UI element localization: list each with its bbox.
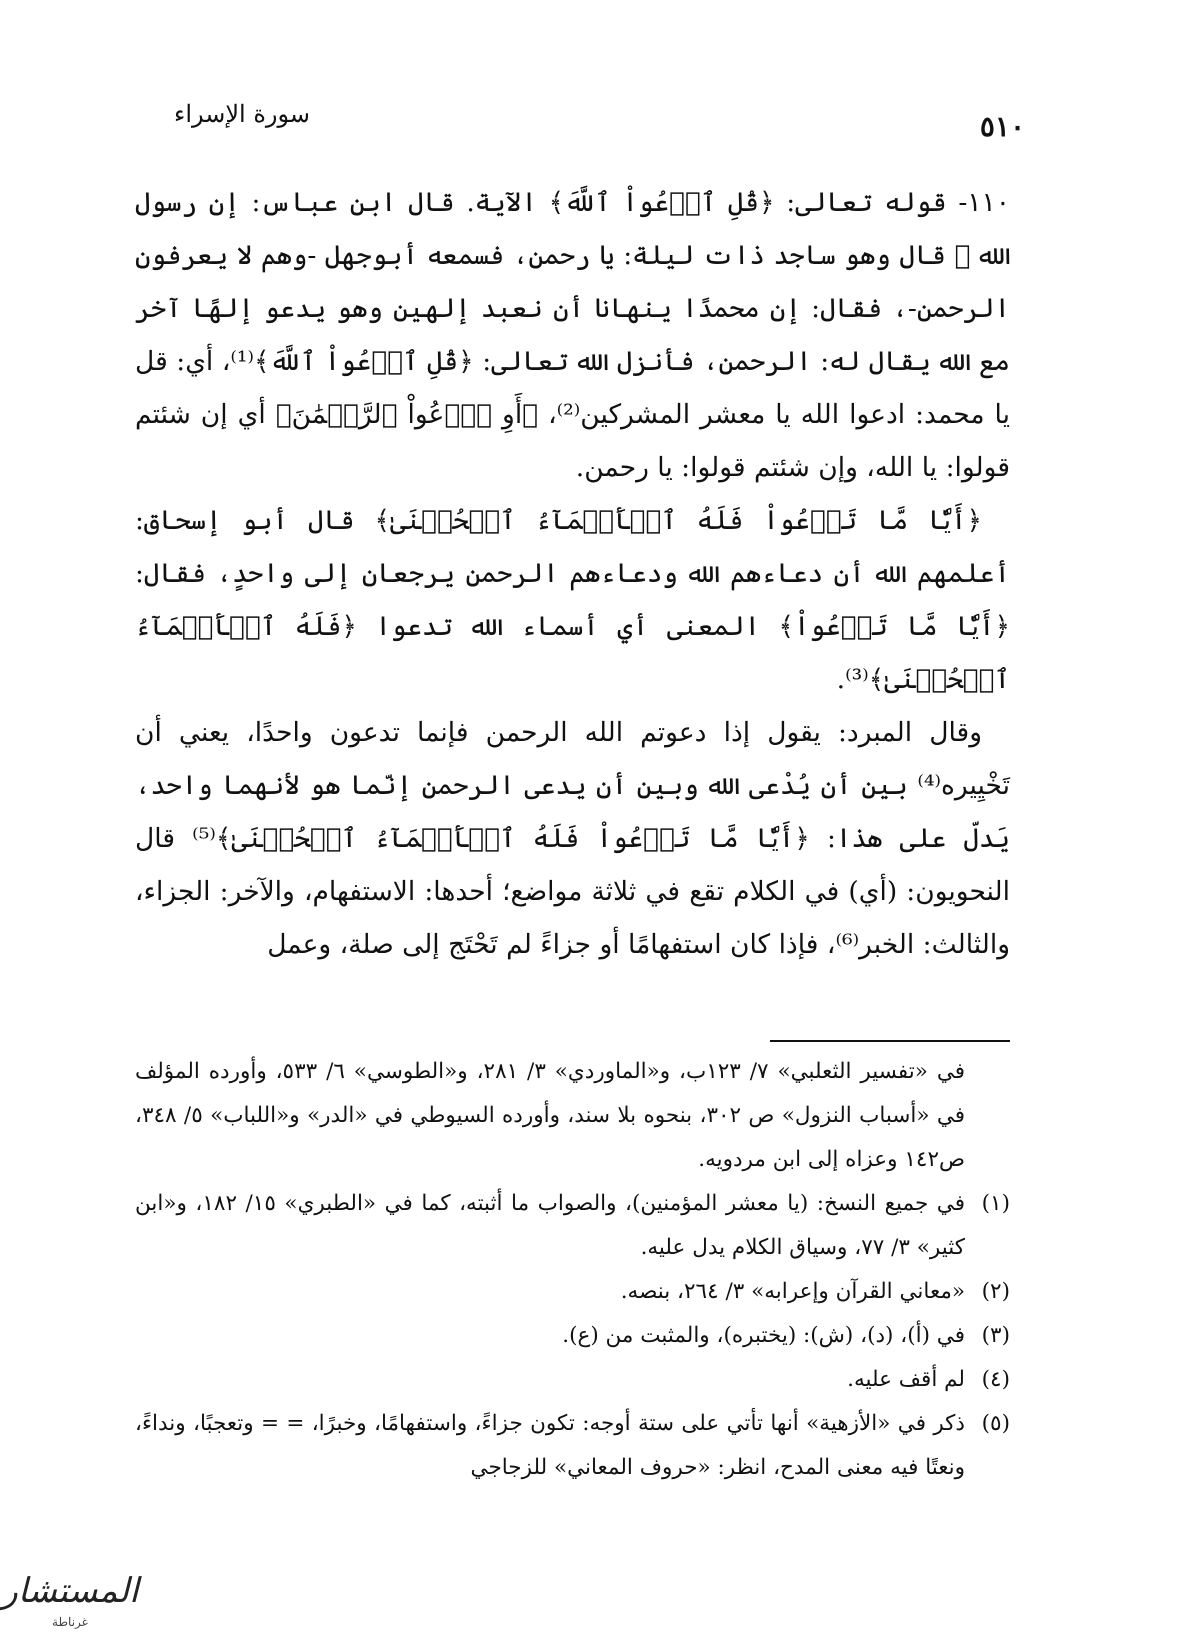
publisher-logo xyxy=(1,1560,139,1635)
logo-text: المستشار xyxy=(1,1571,139,1611)
footnote-text: ذكر في «الأزهية» أنها تأتي على ستة أوجه: تكون جزاءً، واستفهامًا، وخبرًا، = = وتعجبًا، ونداءً، ونعتًا فيه معنى المدح، انظر: «حروف المعاني» للزجاجي xyxy=(135,1411,965,1480)
surah-title: سورة الإسراء xyxy=(174,100,310,128)
paragraph: وقال المبرد: يقول إذا دعوتم الله الرحمن فإنما تدعون واحدًا، يعني أن تَخْيِيره⁽⁴⁾ بين أن يُدْعى الله وبين أن يدعى الرحمن إنّما هو لأنهما واحد، يَدلّ على هذا: ﴿أَيّٗا مَّا تَدۡعُواْ فَلَهُ ٱلۡأَسۡمَآءُ ٱلۡحُسۡنَىٰ﴾⁽⁵⁾ قال النحويون: (أي) في الكلام تقع في ثلاثة مواضع؛ أحدها: الاستفهام، والآخر: الجزاء، والثالث: الخبر⁽⁶⁾، فإذا كان استفهامًا أو جزاءً لم تَحْتَج إلى صلة، وعمل xyxy=(135,717,1010,960)
footnotes xyxy=(135,1050,1010,1490)
footnote-text: في جميع النسخ: (يا معشر المؤمنين)، والصواب ما أثبته، كما في «الطبري» ١٥/ ١٨٢، و«ابن كثير» ٣/ ٧٧، وسياق الكلام يدل عليه. xyxy=(135,1191,965,1260)
footnote xyxy=(135,1358,1010,1402)
footnote-continuation: في «تفسير الثعلبي» ٧/ ١٢٣ب، و«الماوردي» ٣/ ٢٨١، و«الطوسي» ٦/ ٥٣٣، وأورده المؤلف في «أسباب النزول» ص ٣٠٢، بنحوه بلا سند، وأورده السيوطي في «الدر» و«اللباب» ٥/ ٣٤٨، ص١٤٢ وعزاه إلى ابن مردويه. xyxy=(135,1059,966,1172)
main-text xyxy=(135,176,1010,971)
footnote xyxy=(135,1314,1010,1358)
footnote-number: (١) xyxy=(981,1191,1010,1216)
footnote-divider xyxy=(770,1040,1010,1042)
logo-caption: غرناطة xyxy=(52,1615,88,1629)
footnote-text: لم أقف عليه. xyxy=(847,1367,965,1392)
footnote xyxy=(135,1182,1010,1270)
paragraph: ١١٠- قوله تعالى: ﴿قُلِ ٱدۡعُواْ ٱللَّهَ﴾ الآية. قال ابن عباس: إن رسول الله ﷺ قال وهو ساجد ذات ليلة: يا رحمن، فسمعه أبوجهل -وهم لا يعرفون الرحمن-، فقال: إن محمدًا ينهانا أن نعبد إلهين وهو يدعو إلهًا آخر مع الله يقال له: الرحمن، فأنزل الله تعالى: ﴿قُلِ ٱدۡعُواْ ٱللَّهَ﴾⁽¹⁾، أي: قل يا محمد: ادعوا الله يا معشر المشركين⁽²⁾، ﴿أَوِ ٱدۡعُواْ ٱلرَّحۡمَٰنَ﴾ أي إن شئتم قولوا: يا الله، وإن شئتم قولوا: يا رحمن. xyxy=(135,187,1011,483)
footnote-number: (٤) xyxy=(981,1367,1010,1392)
page-number: ٥١٠ xyxy=(979,110,1025,143)
footnote-number: (٥) xyxy=(981,1411,1010,1436)
footnote-text: «معاني القرآن وإعرابه» ٣/ ٢٦٤، بنصه. xyxy=(620,1279,965,1304)
footnote-number: (٢) xyxy=(981,1279,1010,1304)
footnote-number: (٣) xyxy=(981,1323,1010,1348)
footnote xyxy=(135,1270,1010,1314)
footnote-text: في (أ)، (د)، (ش): (يختبره)، والمثبت من (ع). xyxy=(562,1323,965,1348)
footnote xyxy=(135,1402,1010,1490)
paragraph: ﴿أَيّٗا مَّا تَدۡعُواْ فَلَهُ ٱلۡأَسۡمَآءُ ٱلۡحُسۡنَىٰ﴾ قال أبو إسحاق: أعلمهم الله أن دعاءهم الله ودعاءهم الرحمن يرجعان إلى واحدٍ، فقال: ﴿أَيّٗا مَّا تَدۡعُواْ﴾ المعنى أي أسماء الله تدعوا ﴿فَلَهُ ٱلۡأَسۡمَآءُ ٱلۡحُسۡنَىٰ﴾⁽³⁾. xyxy=(135,505,1010,695)
